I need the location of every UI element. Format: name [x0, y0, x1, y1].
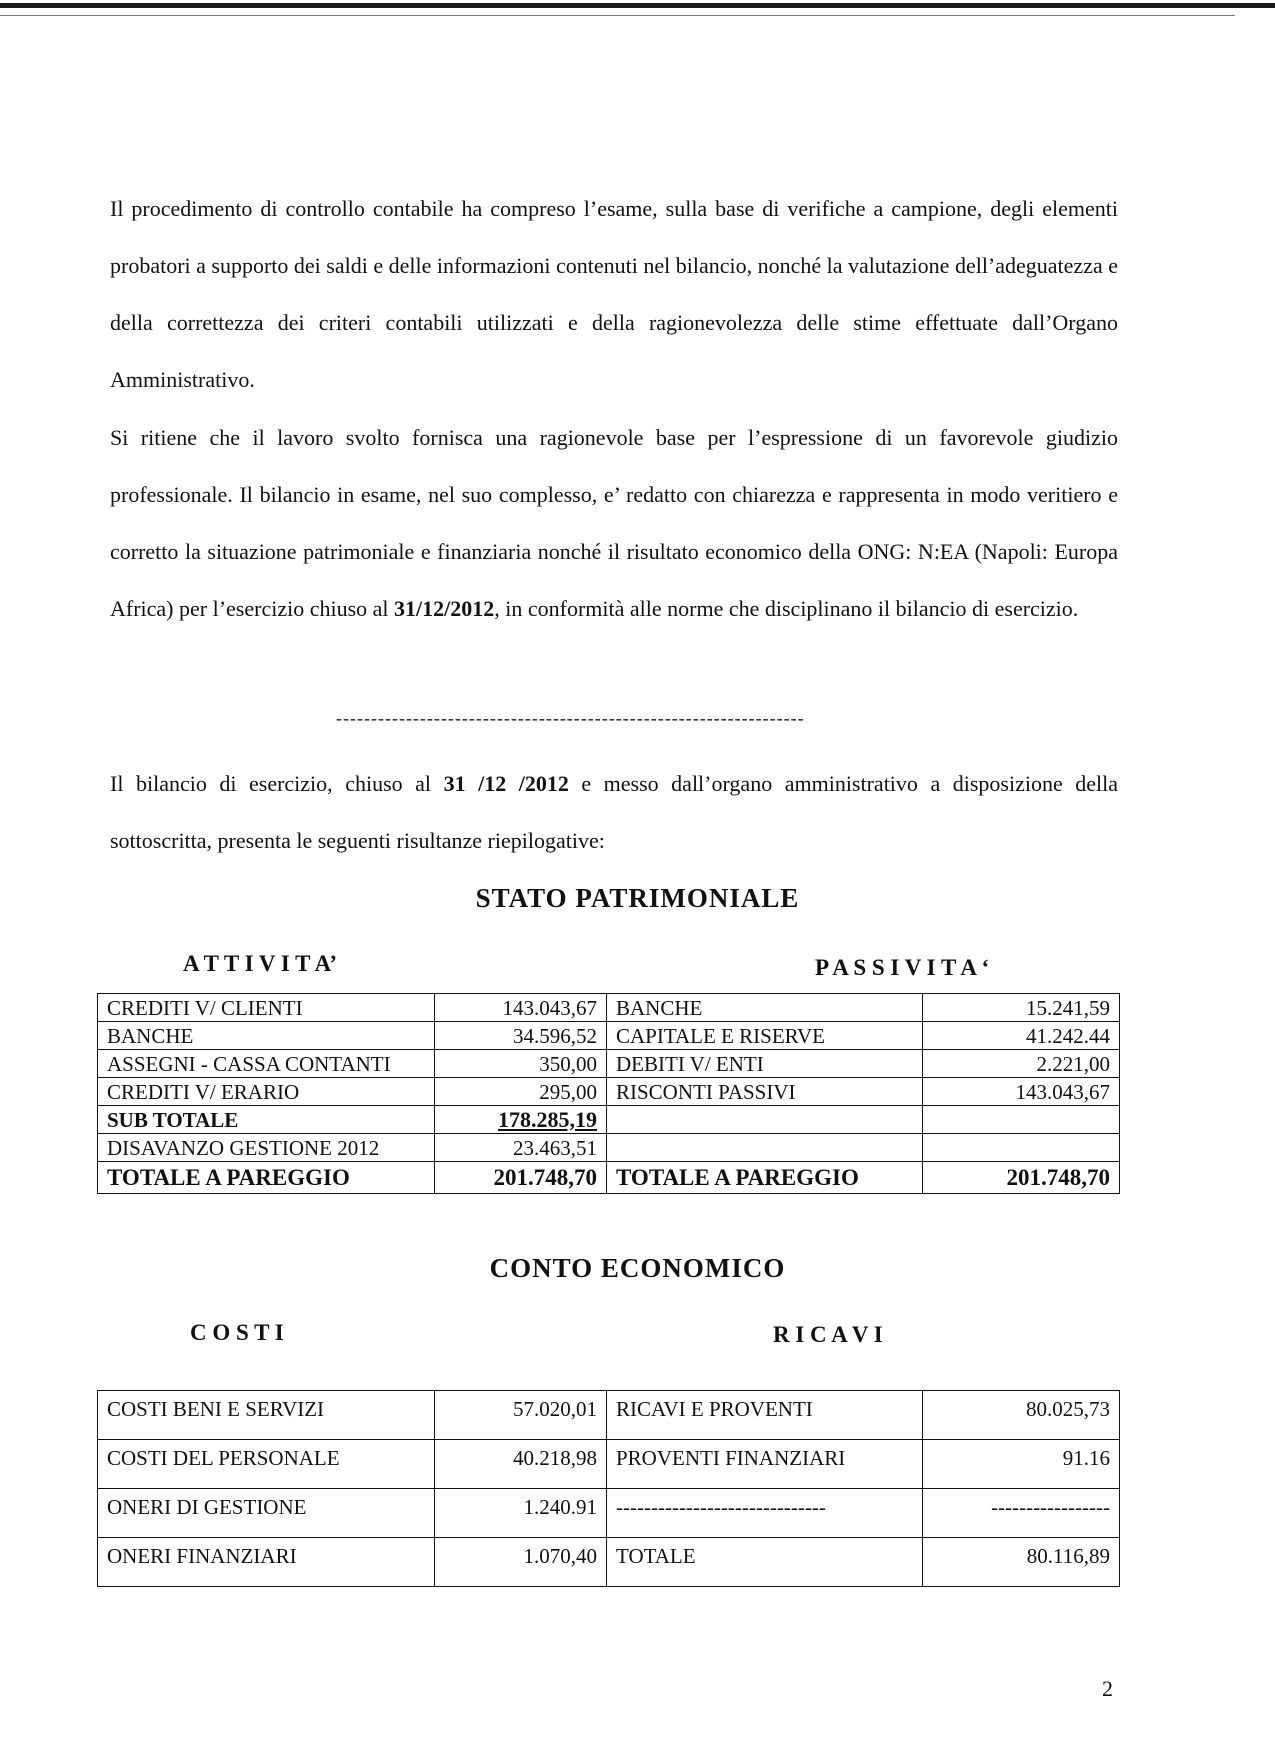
conto-economico-table	[97, 1390, 1120, 1587]
summary-text-b: e messo dall’organo amministrativo a disposizione della sottoscritta, presenta le seguenti risultanze riepilogative:	[110, 771, 1119, 853]
table-cell: TOTALE A PAREGGIO	[607, 1162, 923, 1194]
table-cell: 143.043,67	[435, 994, 607, 1022]
top-thin-line	[0, 15, 1235, 16]
table-cell: BANCHE	[607, 994, 923, 1022]
stato-patrimoniale-title: STATO PATRIMONIALE	[475, 883, 800, 913]
dashed-divider: -------------------------------------------------------------------	[336, 708, 805, 728]
table-cell: ONERI FINANZIARI	[98, 1538, 435, 1587]
table-row	[98, 1391, 1120, 1440]
table-cell: 23.463,51	[435, 1134, 607, 1162]
table-cell	[607, 1134, 923, 1162]
table-cell: 1.070,40	[435, 1538, 607, 1587]
table-cell: TOTALE A PAREGGIO	[98, 1162, 435, 1194]
table-cell: ASSEGNI - CASSA CONTANTI	[98, 1050, 435, 1078]
paragraph-opinion	[110, 409, 1118, 637]
table-row	[98, 1162, 1120, 1194]
table-row	[98, 1134, 1120, 1162]
table-cell: TOTALE	[607, 1538, 923, 1587]
passivita-header: P A S S I V I T A ‘	[815, 955, 990, 980]
table-cell: DISAVANZO GESTIONE 2012	[98, 1134, 435, 1162]
conto-economico-title: CONTO ECONOMICO	[489, 1253, 786, 1283]
table-cell: COSTI DEL PERSONALE	[98, 1440, 435, 1489]
table-cell	[607, 1106, 923, 1134]
table-cell: ------------------------------	[607, 1489, 923, 1538]
table-row	[98, 1106, 1120, 1134]
table-cell: RISCONTI PASSIVI	[607, 1078, 923, 1106]
opinion-text-a: Si ritiene che il lavoro svolto fornisca una ragionevole base per l’espressione di un favorevole giudizio professionale. Il bilancio in esame, nel suo complesso, e’ redatto con chiarezza e rappresenta in modo veritiero e corretto la situazione patrimoniale e finanziaria nonché il risultato economico della ONG: N:EA (Napoli: Europa Africa) per l’esercizio chiuso al	[110, 425, 1118, 621]
table-row	[98, 1022, 1120, 1050]
table-cell: COSTI BENI E SERVIZI	[98, 1391, 435, 1440]
table-cell: 41.242.44	[923, 1022, 1120, 1050]
table-cell: 2.221,00	[923, 1050, 1120, 1078]
paragraph-control-procedure: Il procedimento di controllo contabile ha compreso l’esame, sulla base di verifiche a campione, degli elementi probatori a supporto dei saldi e delle informazioni contenuti nel bilancio, nonché la valutazione dell’adeguatezza e della correttezza dei criteri contabili utilizzati e della ragionevolezza delle stime effettuate dall’Organo Amministrativo.	[110, 196, 1118, 392]
table-cell: 34.596,52	[435, 1022, 607, 1050]
table-row	[98, 1440, 1120, 1489]
table-cell: 40.218,98	[435, 1440, 607, 1489]
table-cell: 15.241,59	[923, 994, 1120, 1022]
conto-economico-rows	[98, 1391, 1120, 1587]
table-cell: DEBITI V/ ENTI	[607, 1050, 923, 1078]
opinion-text-b: , in conformità alle norme che disciplinano il bilancio di esercizio.	[494, 596, 1079, 621]
table-cell: 1.240.91	[435, 1489, 607, 1538]
stato-patrimoniale-table	[97, 993, 1120, 1194]
table-cell: RICAVI E PROVENTI	[607, 1391, 923, 1440]
table-cell: 201.748,70	[435, 1162, 607, 1194]
table-cell: 201.748,70	[923, 1162, 1120, 1194]
table-row	[98, 994, 1120, 1022]
summary-date: 31 /12 /2012	[443, 771, 569, 796]
opinion-date: 31/12/2012	[394, 596, 495, 621]
table-row	[98, 1050, 1120, 1078]
table-cell: 80.025,73	[923, 1391, 1120, 1440]
table-row	[98, 1078, 1120, 1106]
page-number: 2	[1102, 1676, 1113, 1701]
table-cell: 295,00	[435, 1078, 607, 1106]
table-cell: ONERI DI GESTIONE	[98, 1489, 435, 1538]
attivita-header: A T T I V I T A’	[183, 951, 338, 976]
summary-text-a: Il bilancio di esercizio, chiuso al	[110, 771, 444, 796]
table-cell: 178.285,19	[435, 1106, 607, 1134]
table-cell: CAPITALE E RISERVE	[607, 1022, 923, 1050]
top-border-line	[0, 3, 1275, 8]
table-cell: BANCHE	[98, 1022, 435, 1050]
costi-header: C O S T I	[190, 1320, 284, 1345]
table-cell: 57.020,01	[435, 1391, 607, 1440]
table-row	[98, 1489, 1120, 1538]
table-row	[98, 1538, 1120, 1587]
table-cell: PROVENTI FINANZIARI	[607, 1440, 923, 1489]
table-cell: SUB TOTALE	[98, 1106, 435, 1134]
table-cell: CREDITI V/ CLIENTI	[98, 994, 435, 1022]
table-cell	[923, 1134, 1120, 1162]
table-cell: 91.16	[923, 1440, 1120, 1489]
stato-patrimoniale-rows	[98, 994, 1120, 1194]
table-cell: CREDITI V/ ERARIO	[98, 1078, 435, 1106]
table-cell: -----------------	[923, 1489, 1120, 1538]
table-cell: 143.043,67	[923, 1078, 1120, 1106]
table-cell: 350,00	[435, 1050, 607, 1078]
ricavi-header: R I C A V I	[773, 1322, 883, 1347]
table-cell: 80.116,89	[923, 1538, 1120, 1587]
paragraph-summary-intro	[110, 755, 1118, 869]
table-cell	[923, 1106, 1120, 1134]
